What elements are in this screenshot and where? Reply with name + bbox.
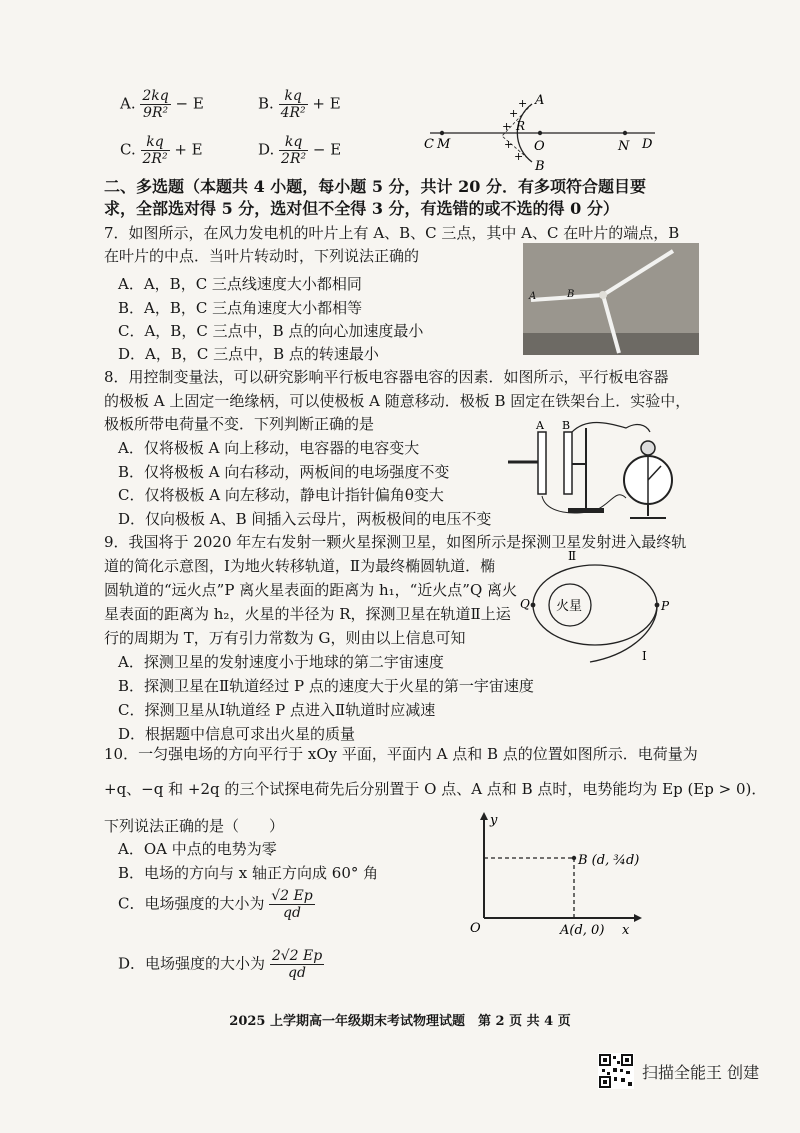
- q9-stem-line1: 9．我国将于 2020 年左右发射一颗火星探测卫星，如图所示是探测卫星发射进入最终轨: [104, 533, 687, 551]
- q8-fig-label-b: B: [562, 419, 571, 432]
- section-2-heading-line1: 二、多选题（本题共 4 小题，每小题 5 分，共计 20 分．有多项符合题目要: [104, 177, 646, 196]
- q10-option-b: B．电场的方向与 x 轴正方向成 60° 角: [118, 864, 379, 882]
- svg-text:+: +: [502, 120, 512, 133]
- q9-stem-line3: 圆轨道的“远火点”P 离火星表面的距离为 h₁，“近火点”Q 离火: [104, 581, 518, 599]
- q6-option-b: B. $\frac{kq}{\text{4R²}}$ + E: [258, 88, 341, 121]
- q8-fig-label-a: A: [536, 419, 544, 432]
- q10-x-label: x: [622, 923, 630, 938]
- q10-option-c: C．电场强度的大小为 $\frac{√2 Ep}{qd}$: [118, 888, 313, 921]
- q7-option-b: B．A，B，C 三点角速度大小都相等: [118, 299, 363, 317]
- q8-capacitor-figure: [506, 418, 688, 523]
- q7-option-c: C．A，B，C 三点中，B 点的向心加速度最小: [118, 322, 424, 340]
- q6-option-a: A. $\frac{2kq}{\text{9R²}}$ − E: [120, 88, 204, 121]
- q8-option-a: A．仅将极板 A 向上移动，电容器的电容变大: [118, 439, 420, 457]
- q10-question: 下列说法正确的是（ ）: [104, 817, 285, 835]
- svg-text:+: +: [504, 138, 514, 151]
- q10-stem-line1: 10．一匀强电场的方向平行于 xOy 平面，平面内 A 点和 B 点的位置如图所示．电荷量为: [104, 745, 698, 763]
- q6-label-r: R: [516, 119, 526, 133]
- q9-orbit1-label: Ⅰ: [642, 649, 647, 663]
- q9-orbit-figure: [520, 550, 675, 670]
- q7-stem-line1: 7．如图所示，在风力发电机的叶片上有 A、B、C 三点，其中 A、C 在叶片的端点，B: [104, 224, 680, 242]
- q6-label-m: M: [437, 137, 451, 152]
- svg-text:+: +: [518, 97, 528, 110]
- q8-option-d: D．仅向极板 A、B 间插入云母片，两板极间的电压不变: [118, 510, 492, 528]
- q7-option-a: A．A，B，C 三点线速度大小都相同: [118, 275, 362, 293]
- q7-stem-line2: 在叶片的中点．当叶片转动时，下列说法正确的: [104, 247, 420, 265]
- q7-photo-label-a: A: [529, 291, 537, 302]
- q9-option-c: C．探测卫星从Ⅰ轨道经 P 点进入Ⅱ轨道时应减速: [118, 701, 436, 719]
- q7-windmill-photo: [523, 243, 699, 355]
- q10-b-label: B (d, ¾d): [578, 853, 640, 868]
- q7-option-d: D．A，B，C 三点中，B 点的转速最小: [118, 345, 379, 363]
- q9-p-label: P: [661, 599, 670, 613]
- q9-q-label: Q: [520, 597, 530, 611]
- q6-figure: [420, 92, 665, 172]
- q9-stem-line4: 星表面的距离为 h₂，火星的半径为 R，探测卫星在轨道Ⅱ上运: [104, 605, 511, 623]
- q9-stem-line5: 行的周期为 T，万有引力常数为 G，则由以上信息可知: [104, 629, 466, 647]
- qr-code-icon: [598, 1053, 634, 1089]
- q6-label-n: N: [618, 139, 630, 154]
- q7-photo-label-b: B: [567, 289, 575, 300]
- page-footer: 2025 上学期高一年级期末考试物理试题 第 2 页 共 4 页: [229, 1014, 571, 1029]
- q10-a-label: A(d, 0): [560, 923, 605, 938]
- q9-stem-line2: 道的简化示意图，Ⅰ为地火转移轨道，Ⅱ为最终椭圆轨道．椭: [104, 557, 496, 575]
- q6-option-d: D. $\frac{kq}{\text{2R²}}$ − E: [258, 134, 342, 167]
- q6-label-b: B: [535, 159, 545, 172]
- svg-text:+: +: [509, 107, 519, 120]
- q9-option-a: A．探测卫星的发射速度小于地球的第二宇宙速度: [118, 653, 444, 671]
- q8-stem-line2: 的极板 A 上固定一绝缘柄，可以使极板 A 随意移动．极板 B 固定在铁架台上．实验中，: [104, 392, 691, 410]
- q9-orbit2-label: Ⅱ: [568, 550, 577, 563]
- q6-label-a: A: [535, 93, 545, 108]
- q9-option-d: D．根据题中信息可求出火星的质量: [118, 725, 356, 743]
- q6-label-o: O: [534, 139, 545, 154]
- q6-option-c: C. $\frac{kq}{\text{2R²}}$ + E: [120, 134, 203, 167]
- q9-planet-label: 火星: [556, 599, 583, 614]
- q6-label-c: C: [424, 137, 434, 152]
- q9-option-b: B．探测卫星在Ⅱ轨道经过 P 点的速度大于火星的第一宇宙速度: [118, 677, 534, 695]
- q6-label-d: D: [642, 137, 653, 152]
- q10-origin-label: O: [470, 921, 481, 936]
- q10-option-d: D．电场强度的大小为 $\frac{2√2 Ep}{qd}$: [118, 948, 323, 981]
- q10-option-a: A．OA 中点的电势为零: [118, 840, 277, 858]
- scanner-watermark: 扫描全能王 创建: [642, 1063, 760, 1082]
- q10-stem-line2: +q、−q 和 +2q 的三个试探电荷先后分别置于 O 点、A 点和 B 点时，电势能均为 Ep (Ep > 0)．: [104, 780, 767, 798]
- q8-stem-line3: 极板所带电荷量不变．下列判断正确的是: [104, 415, 375, 433]
- q8-stem-line1: 8．用控制变量法，可以研究影响平行板电容器电容的因素．如图所示，平行板电容器: [104, 368, 669, 386]
- q8-option-b: B．仅将极板 A 向右移动，两板间的电场强度不变: [118, 463, 450, 481]
- section-2-heading-line2: 求，全部选对得 5 分，选对但不全得 3 分，有选错的或不选的得 0 分）: [104, 199, 619, 218]
- q10-coordinate-figure: [462, 810, 642, 940]
- q10-y-label: y: [490, 813, 498, 828]
- svg-text:+: +: [514, 150, 524, 163]
- q8-option-c: C．仅将极板 A 向左移动，静电计指针偏角θ变大: [118, 486, 444, 504]
